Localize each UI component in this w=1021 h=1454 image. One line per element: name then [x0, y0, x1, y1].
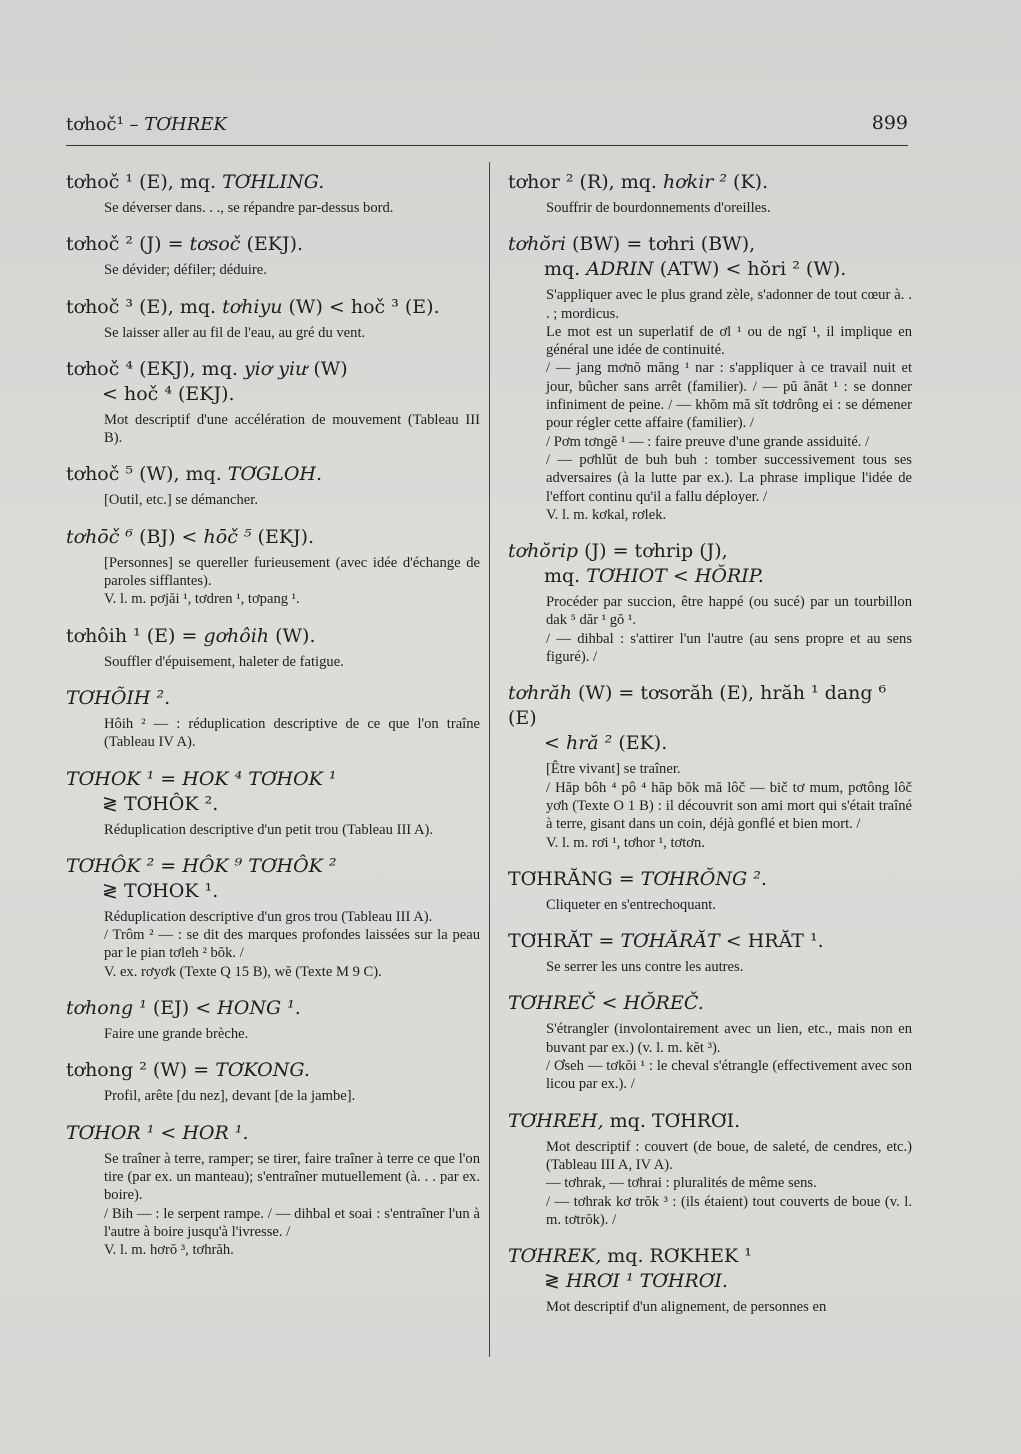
headword-text: tơhor ² (R), mq. [508, 171, 663, 193]
entry-headword [508, 1109, 912, 1134]
dictionary-entry-tohong1 [66, 996, 480, 1043]
headword-italic: TƠHREČ < HŎREČ. [508, 992, 704, 1015]
entry-headword-continuation [508, 1269, 912, 1294]
definition-line: / Pơm tơngĕ ¹ — : faire preuve d'une grande assiduité. / [546, 433, 870, 450]
definition-line: Faire une grande brèche. [104, 1026, 249, 1043]
headword-tail: (W) [307, 357, 348, 380]
headword-italic: TƠHIOT < HŎRIP. [586, 565, 764, 588]
headword-italic: hơkir ² [663, 171, 728, 193]
definition-line: Souffler d'épuisement, haleter de fatigue. [104, 653, 344, 670]
entry-definition [104, 653, 480, 671]
headword-tail: mq. RƠKHEK ¹ [601, 1245, 752, 1268]
entry-headword [66, 232, 480, 257]
definition-line: S'appliquer avec le plus grand zèle, s'adonner de tout cœur à. . . ; mordicus. [546, 287, 912, 322]
headword-tail: (BJ) < [133, 525, 204, 548]
header-roman: tơhoč¹ – [66, 114, 145, 135]
headword-italic: hră ² [565, 732, 613, 755]
definition-line: / — pơhlŭt de buh buh : tomber successivement tous ses adversaires (à la lutte par ex.). La phrase implique l'idée de l'effort continu qu'il a fallu déployer. / [546, 451, 912, 505]
entry-headword-continuation [508, 257, 912, 282]
definition-line: [Outil, etc.] se démancher. [104, 492, 258, 509]
headword-text: tơhoč ² (J) = [66, 233, 190, 256]
dictionary-entry-tohrah [508, 681, 912, 851]
dictionary-entry-tohong2 [66, 1058, 480, 1105]
headword-text: < hoč ⁴ (EKJ). [102, 382, 235, 405]
definition-line: / — jang mơnŏ măng ¹ nar : s'appliquer à ce travail nuit et jour, bûcher sans arrêt (familier). / — pŭ ănăt ¹ : se donner infiniment de peine. / — khŏm mă sĭt tơdrông ei : se démener pour régler cette affaire (familier). / [546, 360, 912, 432]
entry-definition [104, 1025, 480, 1043]
dictionary-entry-tohok1 [66, 767, 480, 839]
headword-italic: tơhiyu [222, 295, 283, 318]
dictionary-entry-tohoc6 [66, 525, 480, 609]
dictionary-entry-tohoih2 [66, 686, 480, 752]
entry-definition [546, 199, 912, 217]
definition-line: / Hăp bôh ⁴ pô ⁴ hăp bŏk mă lôč — bič tơ mum, pơtông lôč yơh (Texte O 1 B) : il découvrit son ami mort qui s'était traîné à terre, gisant dans un coin, déjà gonflé et bien mort. / [546, 779, 912, 833]
definition-line: / — tơhrak kơ trŏk ³ : (ils étaient) tout couverts de boue (v. l. m. tơtrŏk). / [546, 1193, 912, 1228]
headword-italic: TƠHÔK ² = HÔK ⁹ TƠHÔK ² [66, 854, 337, 877]
definition-line: Le mot est un superlatif de ơl ¹ ou de ngĭ ¹, il implique en général une idée de continuité. [546, 323, 912, 359]
dictionary-entry-tohrec [508, 991, 912, 1093]
headword-italic: TƠHREK, [508, 1245, 602, 1268]
dictionary-entry-tohrang [508, 867, 912, 914]
definition-line: Cliqueter en s'entrechoquant. [546, 896, 716, 913]
entry-definition [104, 554, 480, 609]
headword-text: ≷ [544, 1270, 566, 1293]
entry-headword [66, 462, 480, 487]
headword-italic: tơsoč [189, 233, 241, 256]
column-divider [489, 162, 490, 1357]
entry-definition [104, 715, 480, 752]
entry-definition [546, 1020, 912, 1093]
headword-tail: (W). [269, 624, 316, 647]
left-column [66, 170, 480, 1274]
entry-definition [546, 760, 912, 851]
definition-line: [Personnes] se quereller furieusement (avec idée d'échange de paroles sifflantes). [104, 554, 480, 590]
headword-italic: TƠHREH, [508, 1109, 604, 1132]
headword-text: mq. [544, 258, 587, 281]
entry-headword [508, 991, 912, 1016]
dictionary-entry-tohoc3 [66, 295, 480, 342]
entry-headword [66, 295, 480, 320]
headword-italic: hōč ⁵ [203, 525, 252, 548]
definition-line: V. l. m. hơrŏ ³, tơhrăh. [104, 1242, 234, 1259]
dictionary-entry-tohorip [508, 539, 912, 666]
dictionary-entry-tohoc5 [66, 462, 480, 509]
definition-line: Se traîner à terre, ramper; se tirer, faire traîner à terre ce que l'on tire (par ex. un manteau); s'entraîner mutuellement (à. . . par ex. boire). [104, 1150, 480, 1204]
entry-definition [104, 1087, 480, 1105]
running-header [66, 114, 908, 140]
entry-definition [104, 411, 480, 448]
definition-line: — tơhrak, — tơhrai : pluralités de même sens. [546, 1175, 817, 1192]
headword-tail: (W) = tơsơrăh (E), hrăh ¹ dang ⁶ (E) [508, 682, 887, 730]
headword-text: tơhoč ¹ (E), mq. [66, 171, 223, 193]
entry-definition [546, 896, 912, 914]
definition-line: Se serrer les uns contre les autres. [546, 959, 744, 976]
definition-line: Se déverser dans. . ., se répandre par-dessus bord. [104, 200, 394, 216]
headword-text: ≷ TƠHOK ¹. [102, 879, 219, 902]
entry-definition [546, 286, 912, 524]
definition-line: V. l. m. rơi ¹, tơhor ¹, tơtơn. [546, 834, 705, 851]
headword-italic: HONG ¹. [217, 997, 301, 1020]
entry-headword [66, 525, 480, 550]
headword-text: ≷ TƠHÔK ². [102, 792, 219, 815]
headword-tail: (W) < hoč ³ (E). [282, 295, 440, 318]
headword-italic: TƠKONG. [215, 1059, 310, 1082]
definition-line: Réduplication descriptive d'un petit trou (Tableau III A). [104, 821, 434, 838]
definition-line: Souffrir de bourdonnements d'oreilles. [546, 200, 771, 216]
dictionary-entry-tohoc4 [66, 357, 480, 448]
entry-definition [546, 958, 912, 976]
entry-headword-continuation [508, 564, 912, 589]
dictionary-entry-tohoc1 [66, 170, 480, 217]
headword-italic: TƠHRŎNG ². [640, 867, 767, 890]
entry-headword [66, 767, 480, 792]
entry-headword [508, 170, 912, 195]
definition-line: Profil, arête [du nez], devant [de la jambe]. [104, 1088, 356, 1105]
definition-line: V. ex. rơyơk (Texte Q 15 B), wĕ (Texte M 9 C). [104, 963, 382, 980]
headword-italic: tơhōč ⁶ [66, 525, 134, 548]
headword-tail: (EJ) < [146, 997, 218, 1020]
entry-headword-continuation [66, 879, 480, 904]
headword-italic: TƠGLOH. [227, 463, 323, 486]
headword-italic: yiơ yiư [243, 357, 308, 380]
headword-tail: (ATW) < hŏri ² (W). [653, 258, 847, 281]
definition-line: S'étrangler (involontairement avec un lien, etc., mais non en buvant par ex.) (v. l. m. kĕt ³). [546, 1021, 912, 1056]
headword-text: tơhoč ³ (E), mq. [66, 295, 223, 318]
definition-line: Mot descriptif d'un alignement, de personnes en [546, 1299, 827, 1316]
definition-line: Hôih ² — : réduplication descriptive de ce que l'on traîne (Tableau IV A). [104, 715, 480, 751]
dictionary-entry-tohor1 [66, 1121, 480, 1260]
headword-italic: TƠHOK ¹ = HOK ⁴ TƠHOK ¹ [66, 767, 337, 790]
headword-text: tơhoč ⁵ (W), mq. [66, 463, 228, 486]
dictionary-entry-tohori [508, 232, 912, 524]
entry-headword [66, 686, 480, 711]
entry-headword [508, 681, 912, 731]
headword-tail: (EKJ). [251, 525, 315, 548]
headword-italic: tơhrăh [508, 682, 572, 705]
headword-tail: (EKJ). [240, 233, 304, 256]
headword-text: mq. [544, 565, 587, 588]
headword-italic: tơhong ¹ [66, 997, 147, 1020]
definition-line: Réduplication descriptive d'un gros trou (Tableau III A). [104, 908, 433, 925]
right-column [508, 170, 912, 1331]
entry-headword [66, 357, 480, 382]
entry-headword [66, 854, 480, 879]
headword-tail: (BW) = tơhri (BW), [565, 233, 756, 256]
headword-text: tơhong ² (W) = [66, 1059, 216, 1082]
entry-headword [66, 624, 480, 649]
header-italic: TƠHREK [144, 114, 227, 135]
dictionary-entry-tohoih1 [66, 624, 480, 671]
header-headword-range [66, 114, 227, 135]
headword-text: tơhôih ¹ (E) = [66, 624, 204, 647]
entry-headword [66, 1121, 480, 1146]
definition-line: V. l. m. kơkal, rơlek. [546, 506, 667, 523]
entry-definition [104, 908, 480, 981]
entry-headword [508, 929, 912, 954]
dictionary-entry-tohor2 [508, 170, 912, 217]
entry-definition [104, 261, 480, 279]
headword-tail: (EK). [612, 732, 668, 755]
dictionary-entry-tohok2 [66, 854, 480, 981]
headword-text: tơhoč ⁴ (EKJ), mq. [66, 357, 244, 380]
definition-line: Procéder par succion, être happé (ou sucé) par un tourbillon dak ⁵ dăr ¹ gŏ ¹. [546, 594, 912, 629]
definition-line: / Bih — : le serpent rampe. / — dihbal et soai : s'entraîner l'un à l'autre à boire jusqu'à l'ivresse. / [104, 1205, 480, 1240]
entry-headword-continuation [508, 731, 912, 756]
headword-italic: gơhôih [203, 624, 270, 647]
entry-definition [546, 1298, 912, 1316]
headword-italic: ADRIN [586, 258, 654, 281]
headword-text: TƠHRĂT = [508, 930, 621, 953]
dictionary-entry-tohoc2 [66, 232, 480, 279]
dictionary-entry-tohrat [508, 929, 912, 976]
definition-line: [Être vivant] se traîner. [546, 761, 681, 778]
definition-line: Se laisser aller au fil de l'eau, au gré du vent. [104, 324, 366, 341]
entry-definition [104, 1150, 480, 1260]
definition-line: / Ơseh — tơkŏi ¹ : le cheval s'étrangle (effectivement avec son licou par ex.). / [546, 1058, 912, 1093]
headword-tail: (J) = tơhrip (J), [578, 540, 728, 563]
headword-text: < [544, 732, 566, 755]
headword-italic: TƠHĂRĂT [620, 930, 720, 953]
definition-line: / — dihbal : s'attirer l'un l'autre (au sens propre et au sens figuré). / [546, 630, 912, 666]
entry-headword-continuation [66, 792, 480, 817]
entry-headword [66, 170, 480, 195]
headword-italic: TƠHÕIH ². [66, 686, 171, 709]
headword-tail: (K). [727, 171, 769, 193]
dictionary-entry-tohrek [508, 1244, 912, 1316]
entry-headword [508, 232, 912, 257]
entry-headword [66, 996, 480, 1021]
entry-definition [104, 491, 480, 509]
headword-tail: < HRĂT ¹. [719, 930, 824, 953]
headword-italic: tơhŏri [508, 233, 566, 256]
entry-definition [104, 199, 480, 217]
entry-definition [546, 1138, 912, 1229]
entry-definition [104, 324, 480, 342]
header-rule [66, 145, 908, 146]
entry-headword [508, 539, 912, 564]
headword-text: TƠHRĂNG = [508, 867, 641, 890]
definition-line: V. l. m. pơjăi ¹, tơdren ¹, tơpang ¹. [104, 591, 300, 608]
headword-italic: TƠHOR ¹ < HOR ¹. [66, 1121, 249, 1144]
entry-headword-continuation [66, 382, 480, 407]
entry-headword [66, 1058, 480, 1083]
definition-line: Mot descriptif d'une accélération de mouvement (Tableau III B). [104, 411, 480, 447]
dictionary-entry-tohreh [508, 1109, 912, 1229]
entry-definition [546, 593, 912, 666]
entry-headword [508, 1244, 912, 1269]
definition-line: Se dévider; défiler; déduire. [104, 262, 267, 279]
headword-italic: tơhŏrip [508, 540, 579, 563]
definition-line: Mot descriptif : couvert (de boue, de saleté, de cendres, etc.) (Tableau III A, IV A). [546, 1138, 912, 1173]
headword-tail: mq. TƠHRƠI. [603, 1109, 741, 1132]
definition-line: / Trôm ² — : se dit des marques profondes laissées sur la peau par le pian tơleh ² bŏk. / [104, 927, 480, 962]
headword-italic: TƠHLING. [222, 171, 325, 193]
page-number: 899 [871, 112, 908, 134]
entry-headword [508, 867, 912, 892]
headword-italic: HRƠI ¹ TƠHRƠI. [565, 1270, 728, 1293]
entry-definition [104, 821, 480, 839]
